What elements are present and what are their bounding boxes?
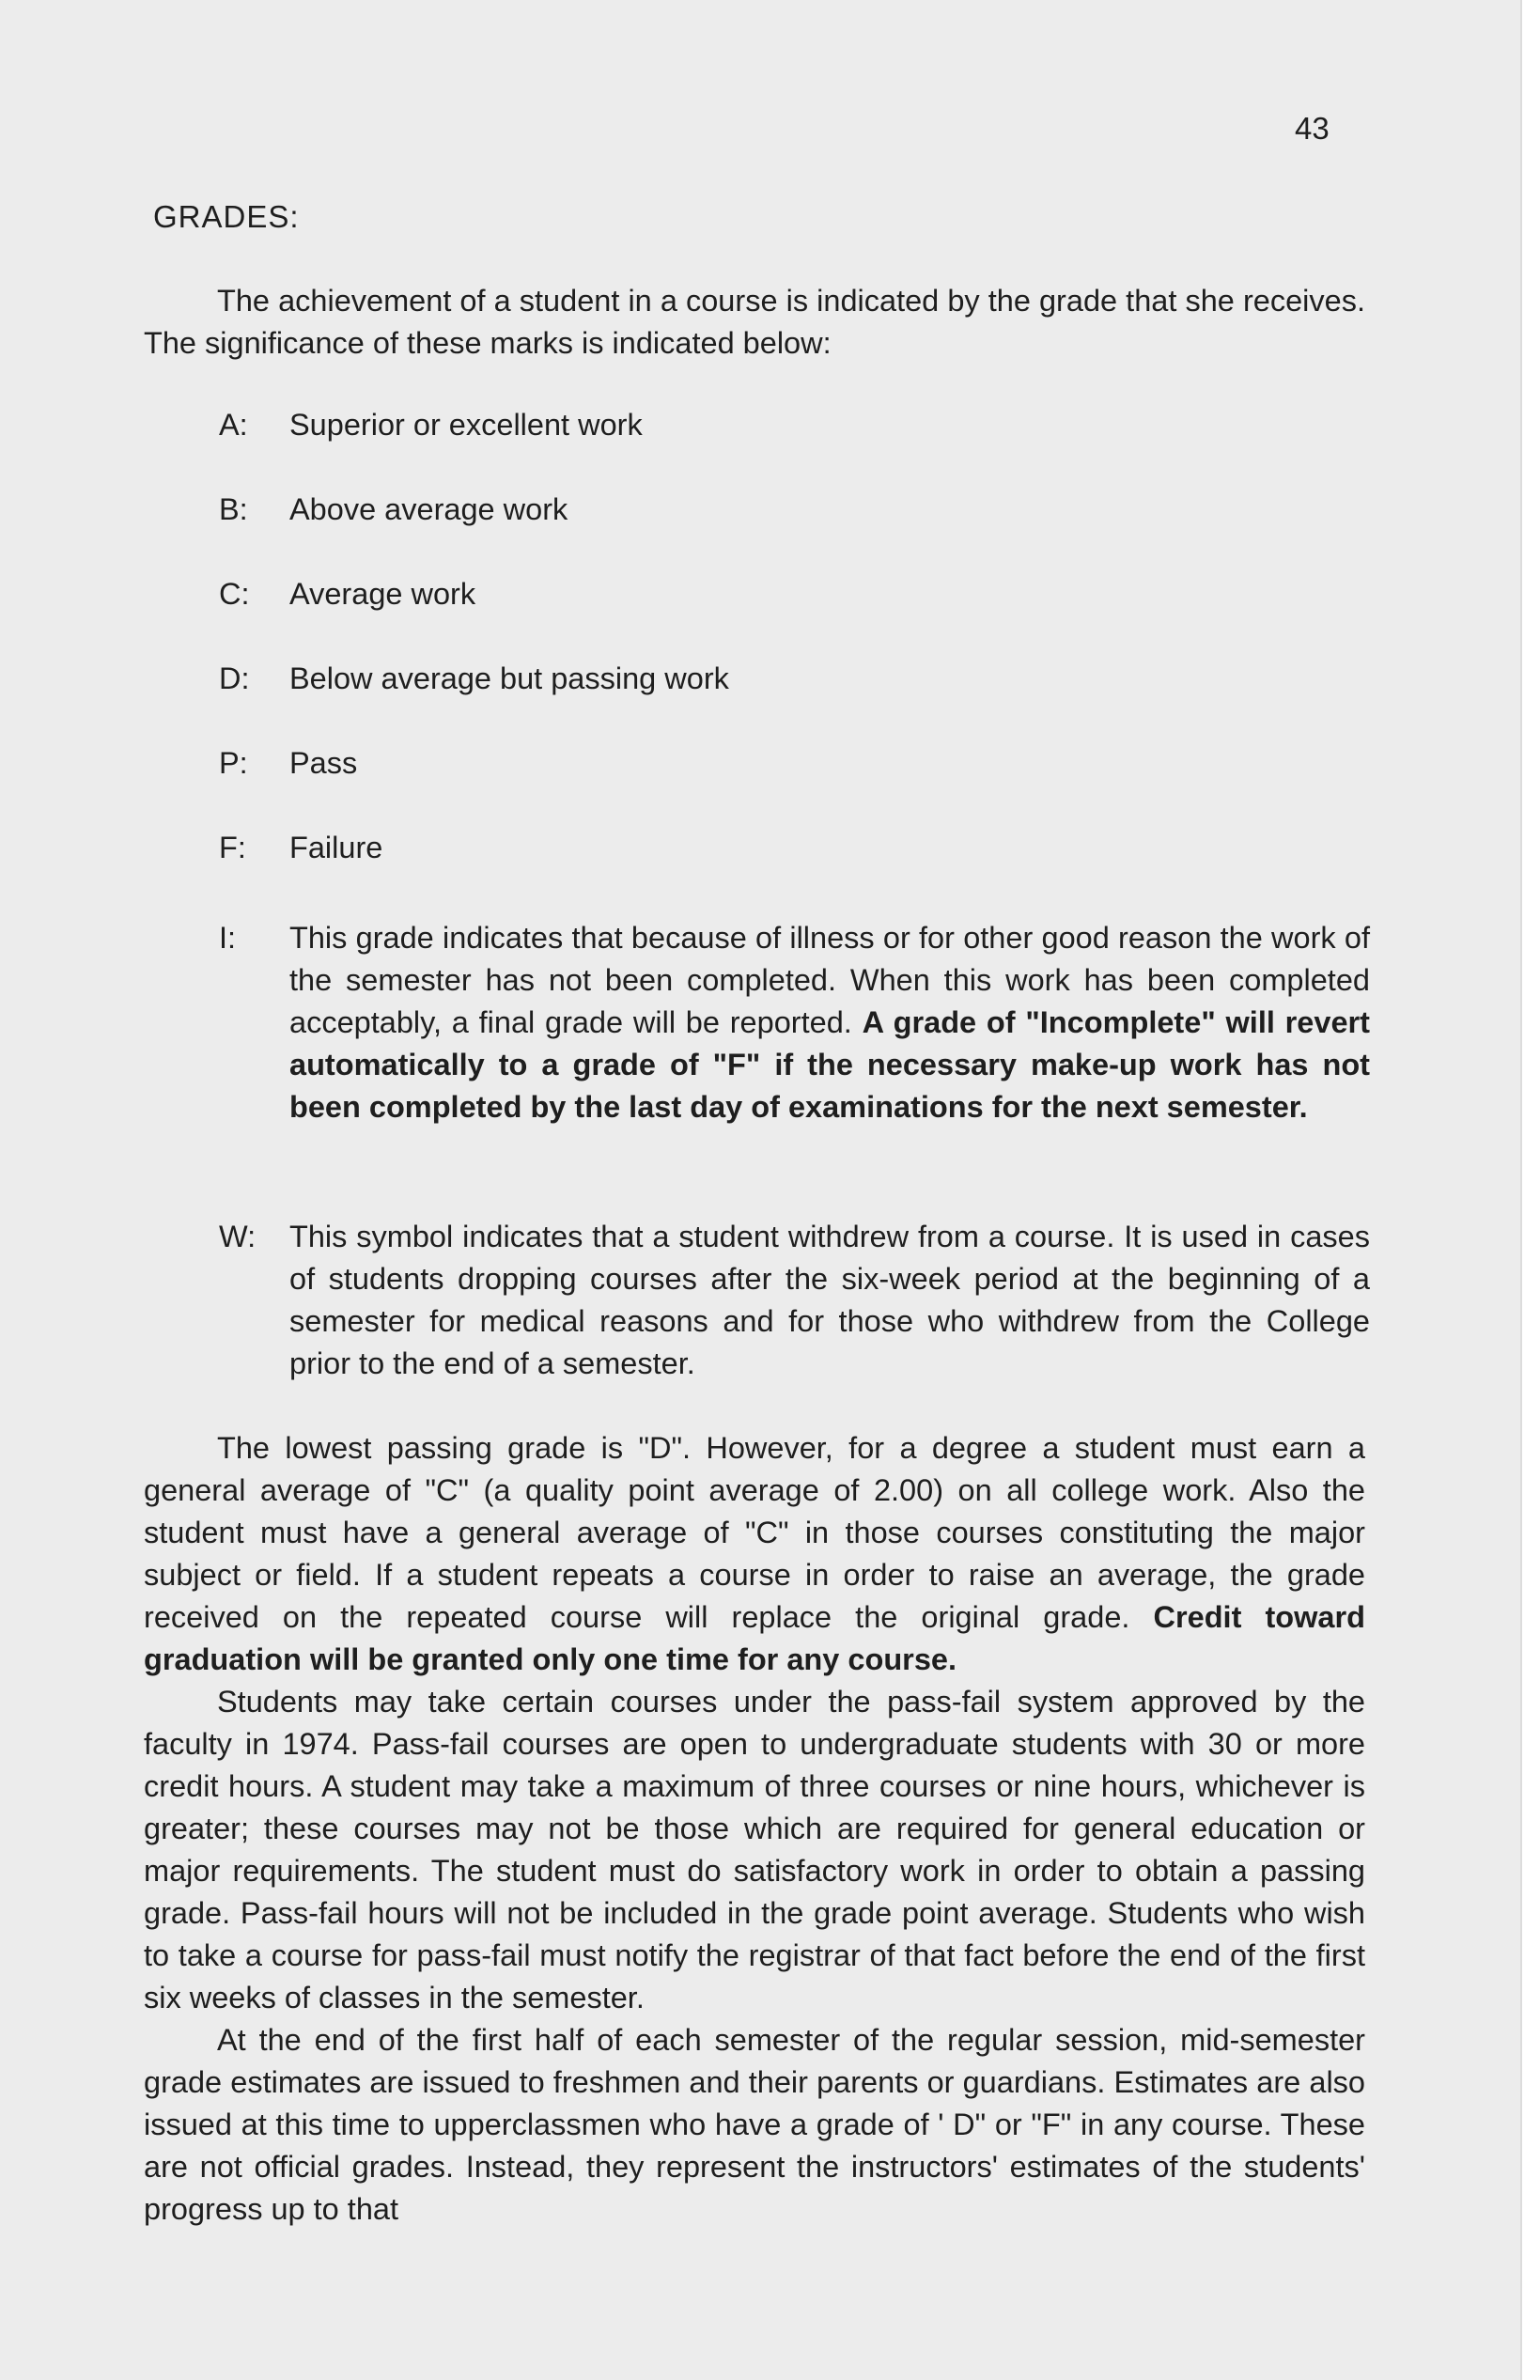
grade-letter: W: [219,1220,257,1253]
grade-description: Superior or excellent work [289,408,643,442]
pass-fail-paragraph: Students may take certain courses under the pass-fail system approved by the faculty in 1974. Pass-fail courses are open to undergraduate students with 30 or more credit hours. A student may take a maximum of three courses or nine hours, whichever is greater; these courses may not be those which are required for general education or major requirements. The student must do satisfactory work in order to obtain a passing grade. Pass-fail hours will not be included in the grade point average. Students who wish to take a course for pass-fail must notify the registrar of that fact before the end of the first six weeks of classes in the semester. [144,1685,1365,2014]
intro-text: The achievement of a student in a course is indicated by the grade that she receives. The significance of these marks is indicated below: [144,284,1365,360]
grade-description: This symbol indicates that a student withdrew from a course. It is used in cases of students dropping courses after the six-week period at the beginning of a semester for medical reasons and for those who withdrew from the College prior to the end of a semester. [289,1220,1370,1380]
grade-item-c [219,573,1370,615]
grade-description: Above average work [289,492,568,526]
grade-letter: I: [219,921,237,955]
grade-item-w [219,1216,1370,1385]
grade-letter: D: [219,661,250,695]
mid-semester-paragraph: At the end of the first half of each semester of the regular session, mid-semester grade estimates are issued to freshmen and their parents or guardians. Estimates are also issued at this time to upperclassmen who have a grade of ' D" or "F" in any course. These are not official grades. Instead, they represent the instructors' estimates of the students' progress up to that [144,2023,1365,2226]
grade-letter: C: [219,577,250,611]
grade-description: Average work [289,577,476,611]
grade-letter: A: [219,408,248,442]
grade-letter: F: [219,831,246,864]
grade-item-a [219,404,1370,446]
grade-description: Pass [289,746,358,780]
grade-letter: P: [219,746,248,780]
passing-grade-text: The lowest passing grade is "D". However, for a degree a student must earn a general average of "C" (a quality point average of 2.00) on all college work. Also the student must have a general average of "C" in those courses constituting the major subject or field. If a student repeats a course in order to raise an average, the grade received on the repeated course will replace the original grade. [144,1431,1365,1634]
body-paragraphs [144,1427,1365,2231]
grade-item-f [219,827,1370,869]
grade-item-d [219,658,1370,700]
page-number: 43 [1295,111,1330,146]
grade-letter: B: [219,492,248,526]
section-heading: GRADES: [153,199,300,234]
grade-description: Failure [289,831,383,864]
grade-item-i [219,917,1370,1128]
incomplete-policy-bold: A grade of "Incomplete" will revert automatically to a grade of "F" if the necessary make-up work has not been completed by the last day of examinations for the next semester. [289,1005,1370,1124]
grade-item-b [219,489,1370,531]
grade-description [289,917,1370,1128]
grade-item-p [219,742,1370,785]
passing-grade-paragraph [144,1427,1365,1681]
intro-paragraph [144,280,1365,365]
grade-description-text: This grade indicates that because of illness or for other good reason the work of the semester has not been completed. When this work has been completed acceptably, a final grade will be reported. [289,921,1370,1039]
grade-description: Below average but passing work [289,661,729,695]
credit-policy-bold: Credit toward graduation will be granted only one time for any course. [144,1600,1365,1676]
